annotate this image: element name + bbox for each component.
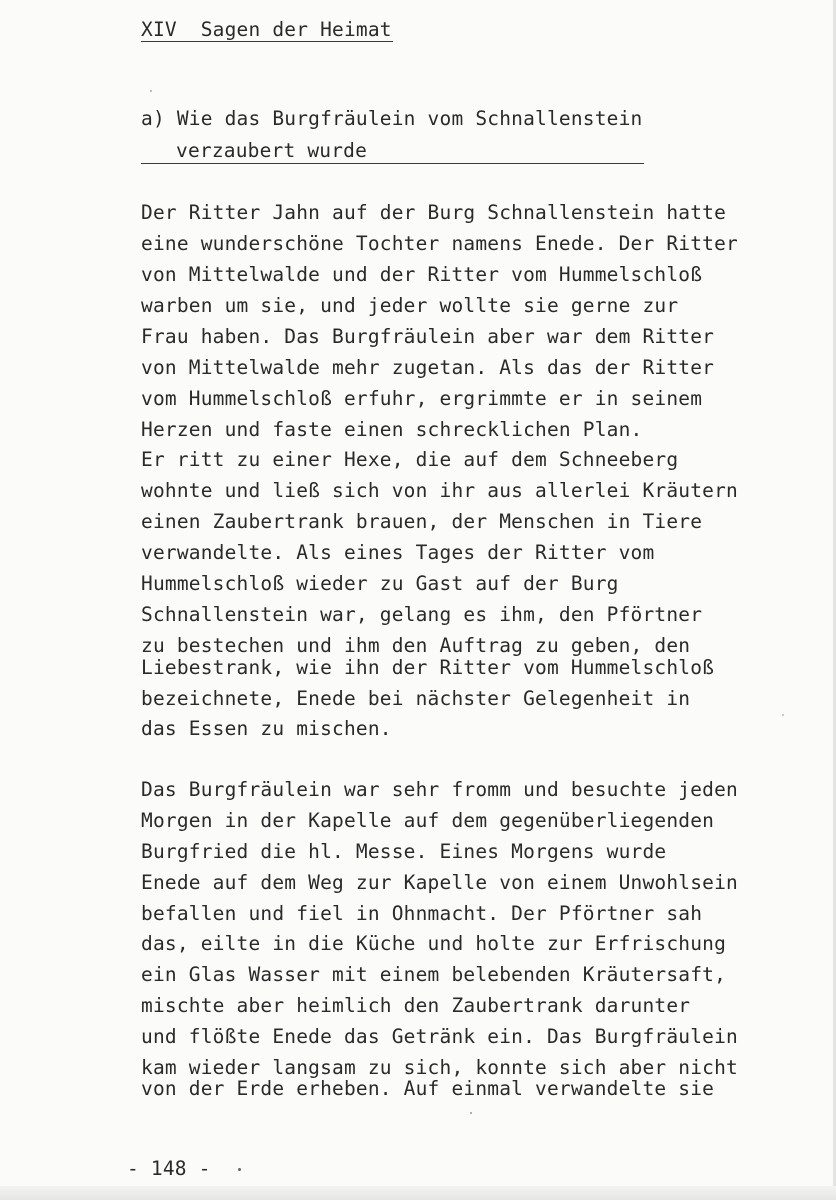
text-line: mischte aber heimlich den Zaubertrank darunter [141, 994, 691, 1017]
text-line: Der Ritter Jahn auf der Burg Schnallenstein hatte [141, 201, 727, 224]
text-line: bezeichnete, Enede bei nächster Gelegenheit in [141, 687, 691, 710]
text-line: eine wunderschöne Tochter namens Enede. Der Ritter [141, 232, 738, 255]
text-line: verwandelte. Als eines Tages der Ritter vom [141, 541, 655, 564]
scan-speck [470, 1112, 472, 1114]
text-line: das, eilte in die Küche und holte zur Erfrischung [141, 932, 727, 955]
section-heading-line-1: a) Wie das Burgfräulein vom Schnallenstein [141, 107, 643, 130]
section-heading-line-2: verzaubert wurde [176, 139, 368, 162]
text-line: kam wieder langsam zu sich, konnte sich aber nicht [141, 1056, 738, 1079]
text-line: warben um sie, und jeder wollte sie gerne zur [141, 294, 679, 317]
section-heading-underline [141, 163, 644, 164]
scan-speck [150, 90, 152, 92]
text-line: Schnallenstein war, gelang es ihm, den Pförtner [141, 603, 703, 626]
text-line: Er ritt zu einer Hexe, die auf dem Schneeberg [141, 448, 679, 471]
text-line: Enede auf dem Weg zur Kapelle von einem Unwohlsein [141, 871, 738, 894]
text-line: Morgen in der Kapelle auf dem gegenüberliegenden [141, 809, 715, 832]
text-line: Liebestrank, wie ihn der Ritter vom Hummelschloß [141, 656, 715, 679]
text-line: Burgfried die hl. Messe. Eines Morgens wurde [141, 840, 667, 863]
text-line: einen Zaubertrank brauen, der Menschen in Tiere [141, 510, 703, 533]
text-line: von der Erde erheben. Auf einmal verwandelte sie [141, 1077, 715, 1100]
text-line: wohnte und ließ sich von ihr aus allerlei Kräutern [141, 479, 738, 502]
text-line: vom Hummelschloß erfuhr, ergrimmte er in seinem [141, 387, 703, 410]
text-line: zu bestechen und ihm den Auftrag zu geben, den [141, 634, 691, 657]
text-line: Das Burgfräulein war sehr fromm und besuchte jeden [141, 778, 738, 801]
text-line: von Mittelwalde und der Ritter vom Hummelschloß [141, 263, 703, 286]
text-line: Frau haben. Das Burgfräulein aber war dem Ritter [141, 325, 715, 348]
page-header-title: XIV Sagen der Heimat [141, 18, 392, 41]
text-line: und flößte Enede das Getränk ein. Das Burgfräulein [141, 1025, 738, 1048]
text-line: ein Glas Wasser mit einem belebenden Kräutersaft, [141, 963, 727, 986]
text-line: befallen und fiel in Ohnmacht. Der Pförtner sah [141, 902, 703, 925]
text-line: von Mittelwalde mehr zugetan. Als das der Ritter [141, 356, 715, 379]
scan-speck [782, 714, 784, 716]
header-underline [141, 41, 393, 42]
page-number: - 148 - [127, 1157, 211, 1180]
text-line: Hummelschloß wieder zu Gast auf der Burg [141, 572, 619, 595]
text-line: das Essen zu mischen. [141, 717, 392, 740]
page-bottom-edge [0, 1186, 836, 1200]
scan-speck [238, 1168, 241, 1171]
text-line: Herzen und faste einen schrecklichen Plan. [141, 418, 643, 441]
